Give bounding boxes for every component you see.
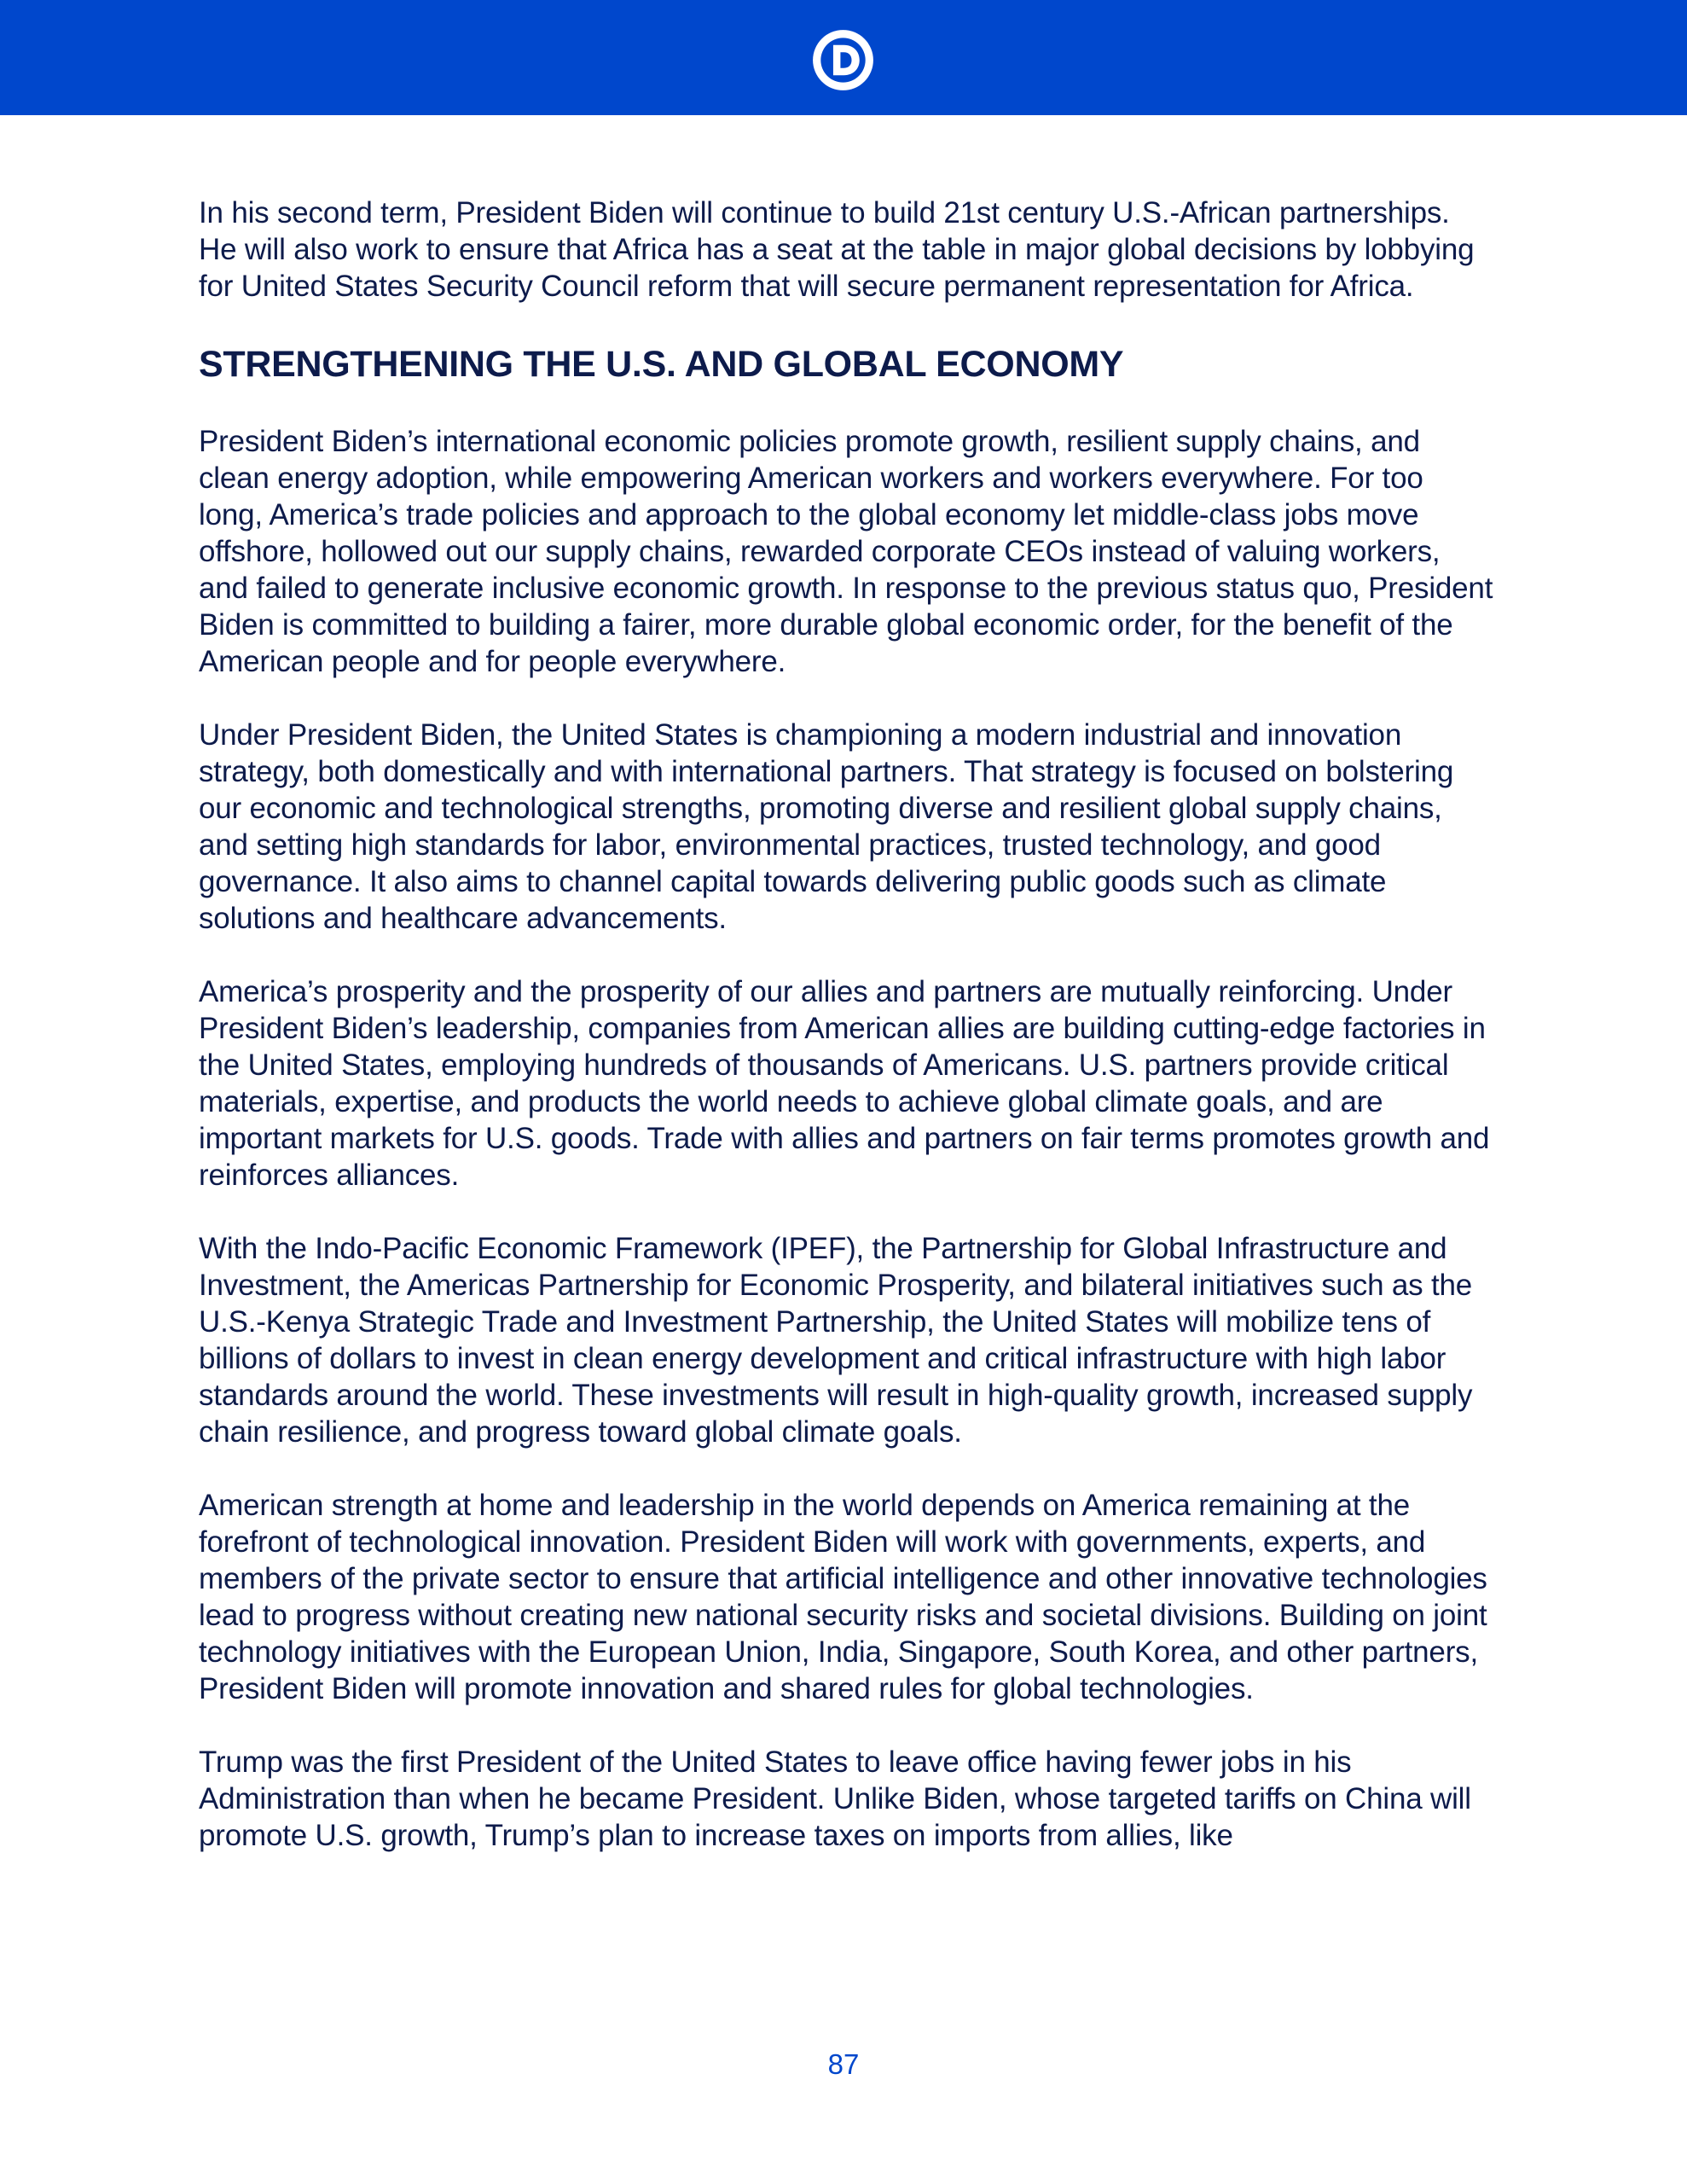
section-heading: STRENGTHENING THE U.S. AND GLOBAL ECONOMY bbox=[199, 344, 1124, 385]
paragraph-ipef-investment: With the Indo-Pacific Economic Framework (IPEF), the Partnership for Global Infrastructure and Investment, the Americas Partnership for Economic Prosperity, and bilateral initiatives such as the U.S.-Kenya Strategic Trade and Investment Partnership, the United States will mobilize tens of billions of dollars to invest in clean energy development and critical infrastructure with high labor standards around the world. These investments will result in high-quality growth, increased supply chain resilience, and progress toward global climate goals. bbox=[199, 1232, 1473, 1449]
paragraph-industrial-strategy: Under President Biden, the United States is championing a modern industrial and innovation strategy, both domestically and with international partners. That strategy is focused on bolstering our economic and technological strengths, promoting diverse and resilient global supply chains, and setting high standards for labor, environmental practices, trusted technology, and good governance. It also aims to channel capital towards delivering public goods such as climate solutions and healthcare advancements. bbox=[199, 718, 1454, 935]
page-number: 87 bbox=[827, 2048, 860, 2080]
paragraph-africa-partnerships: In his second term, President Biden will continue to build 21st century U.S.-African partnerships. He will also work to ensure that Africa has a seat at the table in major global decisions by lobbying for United States Security Council reform that will secure permanent representation for Africa. bbox=[199, 196, 1475, 303]
header-bar bbox=[0, 0, 1687, 115]
democrats-d-logo-icon bbox=[810, 27, 876, 93]
paragraph-trump-jobs: Trump was the first President of the United States to leave office having fewer jobs in his Administration than when he became President. Unlike Biden, whose targeted tariffs on China will promote U.S. growth, Trump’s plan to increase taxes on imports from allies, like bbox=[199, 1745, 1471, 1852]
paragraph-allies-prosperity: America’s prosperity and the prosperity of our allies and partners are mutually reinforcing. Under President Biden’s leadership, companies from American allies are building cutting-edge factories in the United States, employing hundreds of thousands of Americans. U.S. partners provide critical materials, expertise, and products the world needs to achieve global climate goals, and are important markets for U.S. goods. Trade with allies and partners on fair terms promotes growth and reinforces alliances. bbox=[199, 975, 1490, 1192]
paragraph-economic-policies: President Biden’s international economic policies promote growth, resilient supply chains, and clean energy adoption, while empowering American workers and workers everywhere. For too long, America’s trade policies and approach to the global economy let middle-class jobs move offshore, hollowed out our supply chains, rewarded corporate CEOs instead of valuing workers, and failed to generate inclusive economic growth. In response to the previous status quo, President Biden is committed to building a fairer, more durable global economic order, for the benefit of the American people and for people everywhere. bbox=[199, 425, 1493, 678]
paragraph-technology-innovation: American strength at home and leadership in the world depends on America remaining at the forefront of technological innovation. President Biden will work with governments, experts, and members of the private sector to ensure that artificial intelligence and other innovative technologies lead to progress without creating new national security risks and societal divisions. Building on joint technology initiatives with the European Union, India, Singapore, South Korea, and other partners, President Biden will promote innovation and shared rules for global technologies. bbox=[199, 1489, 1487, 1705]
document-body bbox=[199, 195, 1495, 1891]
